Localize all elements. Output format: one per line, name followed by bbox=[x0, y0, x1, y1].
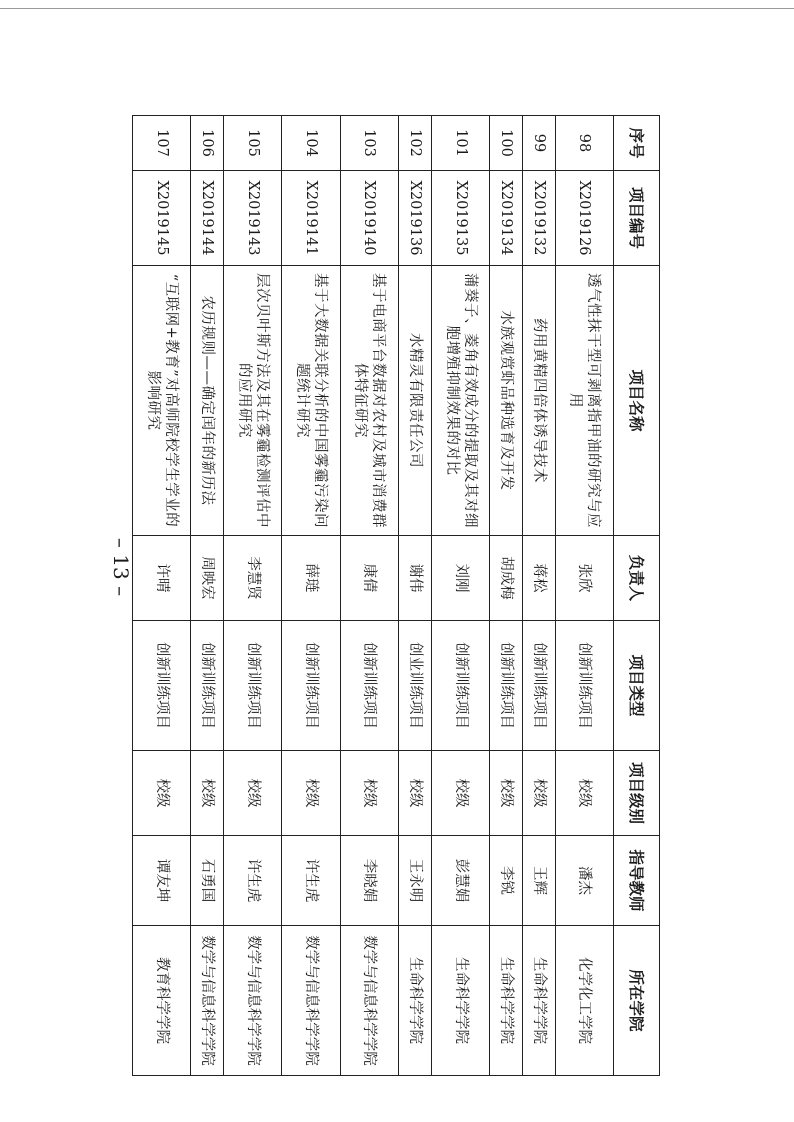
table-cell: 104 bbox=[282, 116, 340, 171]
table-cell: 李慧贤 bbox=[224, 536, 282, 621]
header-cell: 项目编号 bbox=[614, 171, 660, 266]
table-cell: 生命科学学院 bbox=[431, 926, 489, 1076]
table-cell: 创新训练项目 bbox=[490, 621, 523, 751]
table-cell: 99 bbox=[522, 116, 555, 171]
table-cell: X2019143 bbox=[224, 171, 282, 266]
table-cell: 王辉 bbox=[522, 836, 555, 926]
table-cell: 校级 bbox=[431, 751, 489, 836]
table-cell: 创新训练项目 bbox=[431, 621, 489, 751]
table-cell: 校级 bbox=[555, 751, 613, 836]
table-cell: 数学与信息科学学院 bbox=[191, 926, 224, 1076]
table-cell: 李晓娟 bbox=[340, 836, 398, 926]
header-cell: 负责人 bbox=[614, 536, 660, 621]
table-cell: 李锐 bbox=[490, 836, 523, 926]
table-cell: X2019145 bbox=[133, 171, 191, 266]
table-row bbox=[522, 116, 555, 1076]
table-row bbox=[340, 116, 398, 1076]
table-cell: 张欣 bbox=[555, 536, 613, 621]
table-cell: 创新训练项目 bbox=[133, 621, 191, 751]
table-row bbox=[282, 116, 340, 1076]
table-cell: 谢伟 bbox=[399, 536, 432, 621]
table-cell: X2019140 bbox=[340, 171, 398, 266]
table-cell: 基于大数据关联分析的中国雾霾污染问题统计研究 bbox=[282, 266, 340, 536]
header-cell: 项目名称 bbox=[614, 266, 660, 536]
table-cell: 蒲葵子、菱角有效成分的提取及其对细胞增殖抑制效果的对比 bbox=[431, 266, 489, 536]
table-cell: 胡成梅 bbox=[490, 536, 523, 621]
table-cell: 农历规则——确定闰年的新历法 bbox=[191, 266, 224, 536]
table-cell: 创业训练项目 bbox=[399, 621, 432, 751]
table-cell: 许生虎 bbox=[224, 836, 282, 926]
table-cell: 校级 bbox=[133, 751, 191, 836]
table-row bbox=[399, 116, 432, 1076]
table-cell: 创新训练项目 bbox=[340, 621, 398, 751]
header-cell: 序号 bbox=[614, 116, 660, 171]
table-cell: 层次贝叶斯方法及其在雾霾检测评估中的应用研究 bbox=[224, 266, 282, 536]
project-table bbox=[132, 115, 660, 1076]
table-cell: 98 bbox=[555, 116, 613, 171]
table-cell: 数学与信息科学学院 bbox=[282, 926, 340, 1076]
table-cell: 102 bbox=[399, 116, 432, 171]
table-row bbox=[224, 116, 282, 1076]
table-cell: 蒋松 bbox=[522, 536, 555, 621]
table-cell: 校级 bbox=[522, 751, 555, 836]
table-row bbox=[133, 116, 191, 1076]
table-cell: 康倩 bbox=[340, 536, 398, 621]
table-cell: 校级 bbox=[490, 751, 523, 836]
table-cell: 创新训练项目 bbox=[224, 621, 282, 751]
table-cell: 100 bbox=[490, 116, 523, 171]
table-cell: X2019141 bbox=[282, 171, 340, 266]
table-row bbox=[431, 116, 489, 1076]
table-cell: 校级 bbox=[399, 751, 432, 836]
table-cell: 潘杰 bbox=[555, 836, 613, 926]
table-cell: 透气性抹干型可剥离指甲油的研究与应用 bbox=[555, 266, 613, 536]
table-cell: 数学与信息科学学院 bbox=[340, 926, 398, 1076]
table-cell: 创新训练项目 bbox=[191, 621, 224, 751]
header-row bbox=[614, 116, 660, 1076]
table-cell: 数学与信息科学学院 bbox=[224, 926, 282, 1076]
table-cell: 水族观赏虾品种选育及开发 bbox=[490, 266, 523, 536]
table-cell: X2019135 bbox=[431, 171, 489, 266]
table-row bbox=[555, 116, 613, 1076]
table-cell: 校级 bbox=[282, 751, 340, 836]
table-cell: 石勇国 bbox=[191, 836, 224, 926]
table-cell: 103 bbox=[340, 116, 398, 171]
header-cell: 所在学院 bbox=[614, 926, 660, 1076]
table-cell: 创新训练项目 bbox=[522, 621, 555, 751]
table-cell: 生命科学学院 bbox=[399, 926, 432, 1076]
table-cell: X2019132 bbox=[522, 171, 555, 266]
table-row bbox=[191, 116, 224, 1076]
table-cell: 周映宏 bbox=[191, 536, 224, 621]
table-cell: 106 bbox=[191, 116, 224, 171]
table-cell: 化学化工学院 bbox=[555, 926, 613, 1076]
table-cell: 水精灵有限责任公司 bbox=[399, 266, 432, 536]
table-cell: 薛琏 bbox=[282, 536, 340, 621]
table-cell: X2019134 bbox=[490, 171, 523, 266]
table-cell: 许晴 bbox=[133, 536, 191, 621]
table-cell: “互联网+教育”对高师院校学生学业的影响研究 bbox=[133, 266, 191, 536]
table-cell: 校级 bbox=[191, 751, 224, 836]
header-cell: 项目级别 bbox=[614, 751, 660, 836]
table-cell: X2019136 bbox=[399, 171, 432, 266]
header-cell: 指导教师 bbox=[614, 836, 660, 926]
rotated-table-wrapper bbox=[132, 115, 660, 1075]
table-cell: 基于电商平台数据对农村及城市消费群体特征研究 bbox=[340, 266, 398, 536]
table-cell: 创新训练项目 bbox=[555, 621, 613, 751]
table-cell: X2019126 bbox=[555, 171, 613, 266]
table-cell: 彭慧娟 bbox=[431, 836, 489, 926]
header-cell: 项目类型 bbox=[614, 621, 660, 751]
table-cell: 许生虎 bbox=[282, 836, 340, 926]
top-rule bbox=[0, 8, 794, 9]
table-cell: 教育科学学院 bbox=[133, 926, 191, 1076]
page-number: – 13 – bbox=[109, 537, 134, 597]
table-cell: 生命科学学院 bbox=[522, 926, 555, 1076]
table-cell: 105 bbox=[224, 116, 282, 171]
table-cell: 107 bbox=[133, 116, 191, 171]
table-cell: 谭友坤 bbox=[133, 836, 191, 926]
table-cell: 王永明 bbox=[399, 836, 432, 926]
table-cell: 校级 bbox=[340, 751, 398, 836]
table-cell: 校级 bbox=[224, 751, 282, 836]
table-cell: 生命科学学院 bbox=[490, 926, 523, 1076]
table-cell: 101 bbox=[431, 116, 489, 171]
table-cell: X2019144 bbox=[191, 171, 224, 266]
table-row bbox=[490, 116, 523, 1076]
table-cell: 创新训练项目 bbox=[282, 621, 340, 751]
table-cell: 刘刚 bbox=[431, 536, 489, 621]
table-cell: 药用黄精四倍体诱导技术 bbox=[522, 266, 555, 536]
